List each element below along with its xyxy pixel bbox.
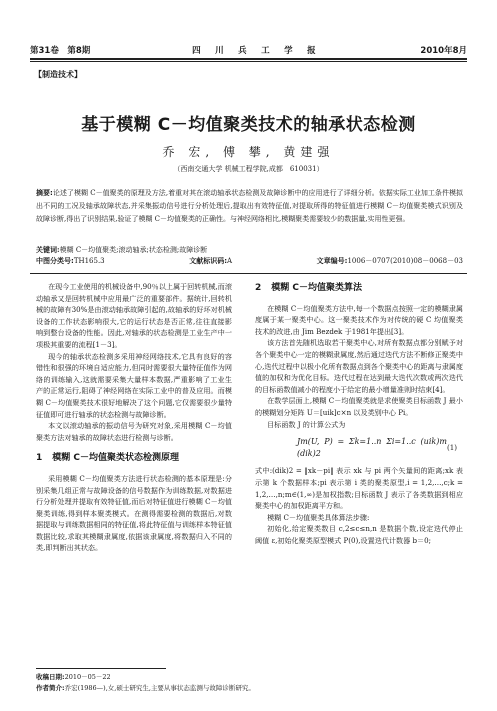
intro-paragraph-3: 本文以滚动轴承的振动信号为研究对象,采用模糊 C－均值聚类方法对轴承的故障状态进行检测与诊断。 [36, 421, 232, 442]
metadata [36, 244, 463, 267]
document-code-value: A [227, 257, 233, 265]
section-2-paragraph-3: 在数学层面上,模糊 C－均值聚类就是求使聚类目标函数 J 最小的模糊划分矩阵 U＝[uik]c×n 以及类别中心 Pi。 [255, 396, 463, 417]
running-head-date: 2010年8月 [420, 46, 467, 56]
section-tag: 【制造技术】 [34, 70, 82, 79]
footnote-separator [36, 668, 166, 669]
article-number-label: 文章编号: [316, 257, 348, 265]
abstract-text: 论述了模糊 C－值聚类的原理及方法,着重对其在滚动轴承状态检测及故障诊断中的应用进行了详细分析。依据实际工业加工条件模拟出不同的工况及轴承故障状态,并采集振动信号进行分析处理后,提取出有效特征值,对提取所得的特征值进行模糊 C－均值聚类模式识别及故障诊断,得出了识别结果,验证了模糊 C－均值聚类的正确性。与神经网络相比,模糊聚类需要较少的数据量,实用性更强。 [36, 189, 463, 223]
clc-label: 中图分类号: [36, 257, 74, 265]
authors: 乔 宏, 傅 攀, 黄建强 [162, 145, 335, 159]
abstract-label: 摘要: [36, 189, 53, 197]
article-number-value: 1006－0707(2010)08－0068－03 [347, 257, 463, 265]
header-rule-thick [30, 58, 467, 60]
affiliation: （西南交通大学 机械工程学院,成都 610031） [173, 165, 324, 173]
section-1-number: 1 [36, 453, 43, 464]
running-head [30, 44, 467, 56]
received-date [36, 672, 467, 683]
received-label: 收稿日期: [36, 673, 65, 681]
intro-paragraph-1: 在现今工业使用的机械设备中,90％以上属于回转机械,而滚动轴承又是回转机械中应用最广泛的重要部件。据统计,回转机械的故障有30%是由滚动轴承故障引起的,故轴承的好坏对机械设备的工作状态影响很大,它的运行状态是否正常,往往直接影响到整台设备的性能。因此,对轴承的状态检测是工业生产中一项极其重要的流程[1－3]。 [36, 282, 232, 349]
keywords [36, 244, 463, 256]
section-1-heading [36, 453, 232, 465]
header-rule-thin [30, 61, 467, 62]
section-2-paragraph-6: 模糊 C－均值聚类具体算法步骤: [267, 512, 370, 522]
paper-title: 基于模糊 C－均值聚类技术的轴承状态检测 [81, 115, 416, 135]
section-2-heading [255, 283, 463, 295]
author-bio [36, 683, 467, 694]
document-code [189, 256, 232, 267]
section-1-paragraph: 采用模糊 C－均值聚类方法进行状态检测的基本原理是:分别采集几组正常与故障设备的信号数据作为训练数据,对数据进行分析处理并提取有效特征值,而后对特征值进行模糊 C－均值聚类训练,得到样本聚类模式。在测得需要检测的数据后,对数据提取与训练数据相同的特征值,将此特征值与训练样本特征值数据比较,求取其模糊隶属度,依据该隶属度,将数据归入不同的类,即判断出其状态。 [36, 473, 232, 553]
author-bio-text: 乔宏(1986—),女,硕士研究生,主要从事状态监测与故障诊断研究。 [64, 684, 255, 692]
equation-1 [255, 436, 463, 459]
section-2-paragraph-5: 式中:(dik)2 = ‖xk－pi‖ 表示 xk 与 pi 两个矢量间的距离;xk 表示第 k 个数据样本;pi 表示第 i 类的聚类原型,i = 1,2,…,c;k = 1,2,…,n;m∈(1,∞)是加权指数;目标函数 J 表示了各类数据到相应聚类中心的加权距离平方和。 [255, 466, 463, 511]
section-2-title: 模糊 C－均值聚类算法 [271, 283, 363, 293]
running-head-volume: 第31卷 第8期 [30, 46, 91, 56]
equation-1-number: (1) [446, 442, 457, 452]
section-2-paragraph-7: 初始化,给定聚类数目 c,2≤c≤n,n 是数据个数,设定迭代停止阈值 ε,初始化聚类原型模式 P(0),设置迭代计数器 b＝0; [255, 524, 463, 545]
section-2-number: 2 [255, 283, 262, 293]
abstract [36, 187, 463, 226]
right-column [255, 281, 463, 546]
clc-number [36, 256, 105, 267]
section-2-paragraph-1: 在模糊 C－均值聚类方法中,每一个数据点按照一定的模糊隶属度属于某一聚类中心。这一聚类技术作为对传统的硬 C 均值聚类技术的改进,由 Jim Bezdek 于1981年提出[3]。 [255, 303, 463, 336]
received-value: 2010－05－22 [64, 673, 111, 681]
keywords-text: 模糊 C－均值聚类;滚动轴承;状态检测;故障诊断 [59, 246, 208, 254]
article-number [317, 256, 463, 267]
equation-1-expression: Jm(U, P) = Σk=1..n Σi=1..c (uik)m (dik)2 [297, 437, 447, 458]
section-2-paragraph-4: 目标函数 J 的计算公式为 [267, 419, 346, 429]
footnotes [36, 672, 467, 694]
intro-paragraph-2: 现今的轴承状态检测多采用神经网络技术,它具有良好的容错性和很强的环境自适应能力,但同时需要很大量特征值作为网络的训练输入,这就需要采集大量样本数据,严重影响了工业生产的正常运行,阻碍了神经网络在实际工业中的普及应用。而模糊 C－均值聚类技术很好地解决了这个问题,它仅需要很少量特征值即可进行轴承的状态检测与故障诊断。 [36, 351, 232, 419]
clc-value: TH165.3 [73, 257, 105, 265]
section-1-title: 模糊 C－均值聚类状态检测原理 [52, 453, 180, 464]
author-bio-label: 作者简介: [36, 684, 65, 692]
left-column [36, 281, 232, 554]
metadata-separator [30, 273, 467, 274]
classification-row [36, 256, 463, 267]
keywords-label: 关键词: [36, 245, 60, 254]
running-head-journal: 四 川 兵 工 学 报 [192, 46, 319, 56]
section-2-paragraph-2: 该方法首先随机选取若干聚类中心,对所有数据点都分别赋予对各个聚类中心一定的模糊隶属度,然后通过迭代方法不断修正聚类中心,迭代过程中以极小化所有数据点到各个聚类中心的距离与隶属度值的加权和为优化目标。迭代过程在达到最大迭代次数或两次迭代的目标函数值减小的程度小于给定的最小增量准则时结束[4]。 [255, 338, 463, 394]
document-code-label: 文献标识码: [189, 257, 228, 265]
